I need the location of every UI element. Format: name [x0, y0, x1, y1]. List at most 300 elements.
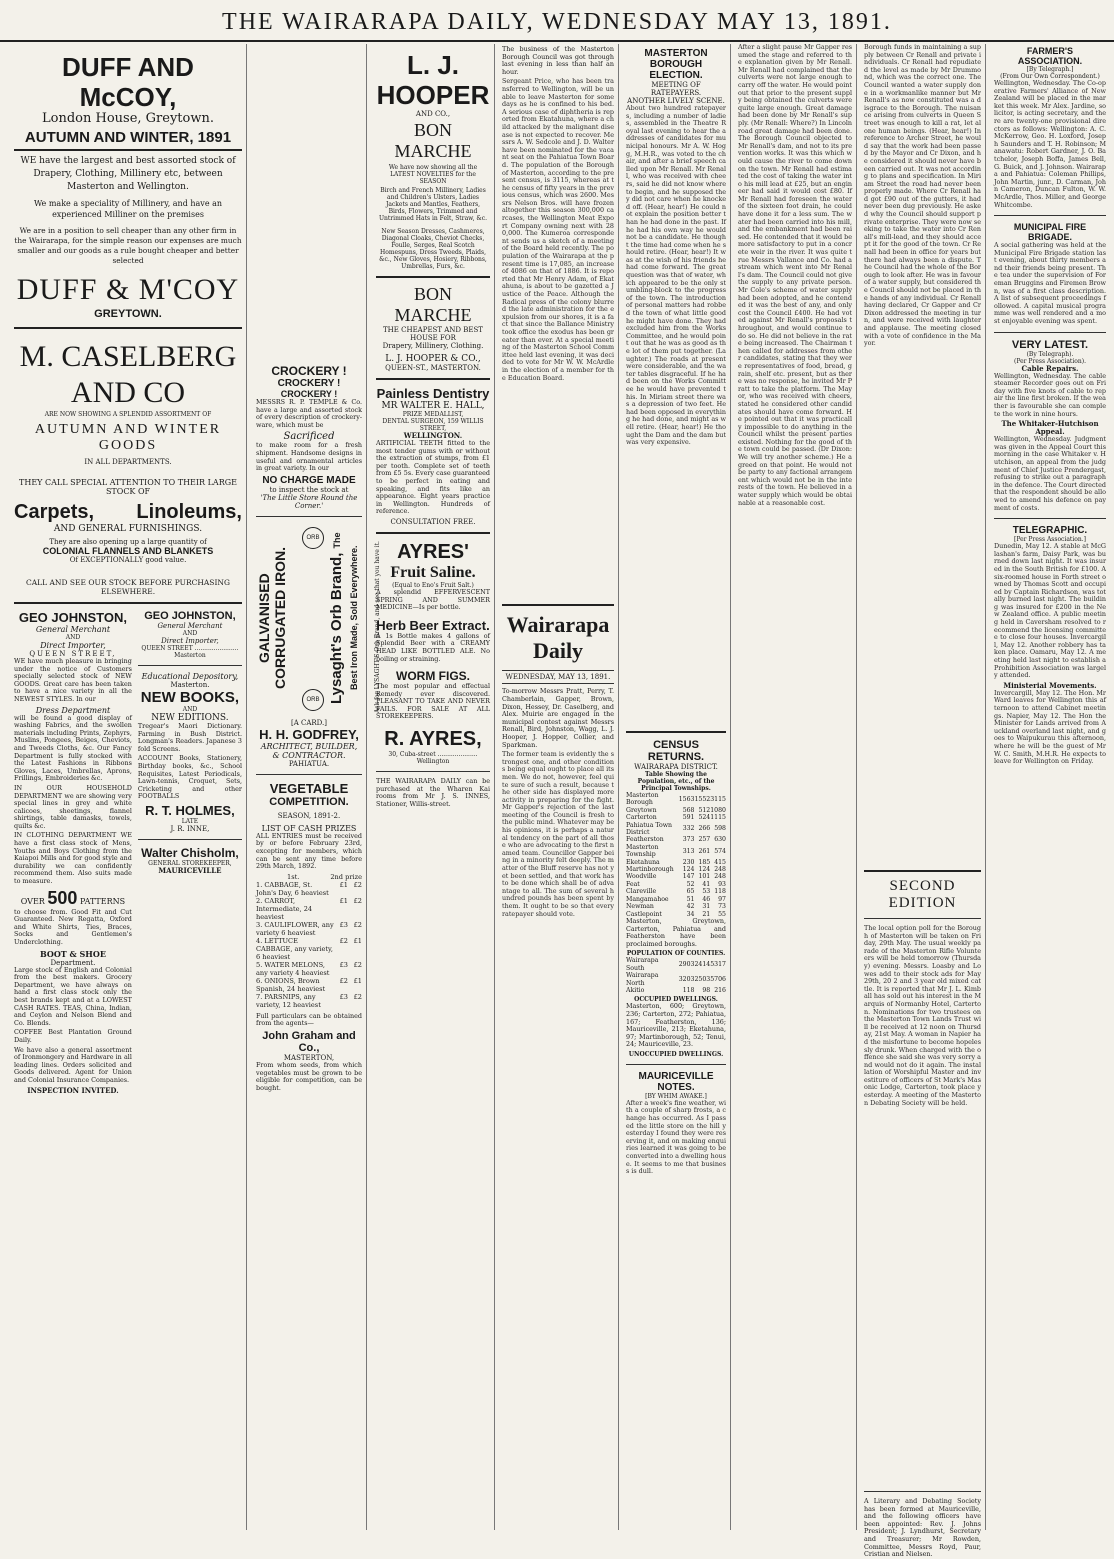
geo-dress-body: will be found a good display of washing Fabrics, and the swollen materials including Prints, Zephyrs, Muslins, Pongees, Beiges, Cheviots, and Tweeds Cloths, &c. Our Fancy Department is fully stocked with the Latest Fashions in Ribbons Gloves, Laces, Umbrellas, Aprons, Frillings, Embroideries &c. — [14, 713, 132, 783]
census-row-f: 261 — [698, 847, 711, 855]
pop-row — [626, 972, 726, 987]
pop-row-m: 2903 — [678, 960, 695, 968]
census-row-name: Masterton Borough — [626, 792, 659, 807]
dentist-consult: CONSULTATION FREE. — [390, 517, 476, 526]
farmers-from: (From Our Own Correspondent.) — [1000, 73, 1100, 80]
caselberg-lino: Linoleums, — [136, 501, 242, 523]
veg-comp: COMPETITION. — [269, 795, 349, 808]
latest-by: (By Telegraph). — [1026, 350, 1074, 358]
whitaker-fill: Wellington, Wednesday. Judgment was given in the Appeal Court this morning in the case Whitaker v. Hutchison, an appeal from the judgment of Chief Justice Prendergast, refusing to strike out a paragraph in the defence. The Court directed that the respondent should be allowed to amend his defence on payment of costs. — [994, 435, 1106, 512]
pop-row — [626, 957, 726, 972]
latest-title: VERY LATEST. — [1011, 338, 1089, 351]
census-row-t: 1115 — [710, 814, 726, 822]
whitaker-title: The Whitaker-Hutchison Appeal. — [1001, 419, 1099, 437]
geo-clothing: IN CLOTHING DEPARTMENT WE have a first class stock of Mens, Youths and Boys Clothing from the Kaiapoi Mills and for good style and durability we can confidently recommend them. Also suits made to measure. — [14, 831, 132, 886]
duff-specialty: We make a speciality of Millinery, and have an experienced Milliner on the premises — [33, 199, 223, 219]
geo-street: QUEEN STREET, — [29, 650, 117, 658]
telegraphic-from: [Per Press Association.] — [1014, 536, 1086, 544]
census-row-name: Castlepoint — [626, 910, 662, 918]
caselberg-goods: AUTUMN AND WINTER GOODS — [34, 422, 222, 453]
duff-location: London House, Greytown. — [42, 111, 214, 126]
second-edition: SECOND EDITION — [888, 878, 957, 911]
pop-row — [626, 987, 726, 994]
lysaght-iron-ad — [256, 523, 381, 713]
prize-label: 3. CAULIFLOWER, any variety 6 heaviest — [256, 920, 334, 937]
prize-header — [256, 873, 362, 881]
news-para-2: To-morrow Messrs Pratt, Perry, T. Chamberlain, Gapper, Brown, Dixon, Hessey, Dr. Caselberg, and Alex. Muirie are engaged in the municipal contest against Messrs Renall, Bird, Johnston, Wagg, L. J. Hooper, J. Hopper, Collier, and Sparkman. — [502, 687, 614, 749]
news-fill-col7: Borough funds in maintaining a supply between Cr Renall and private individuals. Cr Renall had repudiated the level as made by Mr Drummond, which was the correct one. The Council wanted a water supply done in a workmanlike manner but Mr Renall's as now constituted was a disgrace to the Borough. The nuisance arising from culverts in Queen Street was enough to kill a rat, let alone human beings. (Hear, hear!) In reference to Archer Street, he would say that the work had been passed by the Mayor and Cr Dixon, and he considered it should never have been carried out. It was not according to plans and specification. In Miriam Street the road had never been properly made. Where Cr Renall had got £90 out of the gutters, it had never been dug previously. He asked why the Council should support private enterprise. They were now seeking to take the water into Cr Renall's mill-lead, and they should accept it for the good of the town. Cr Renall had been in office for years but there had always been a dispute. The Council had the whole of the Borough to look after. He was in favour of a water supply, but considered the Council should not be placed in the hands of any individual. Cr Renall having declared, Cr Gapper and Cr Dixon addressed the meeting in turn, and were received with laughter and applause. The meeting closed with a vote of confidence in the Mayor. — [864, 43, 981, 348]
geo-boot-dept: Department. — [50, 958, 96, 967]
duff-title: DUFF AND McCOY, — [62, 52, 194, 112]
prize-header-2: 2nd prize — [330, 872, 362, 881]
geo-inspection: INSPECTION INVITED. — [27, 1085, 119, 1095]
duff-position: We are in a position to sell cheaper than any other firm in the Wairarapa, for the simple reason our expenses are much smaller and our goods as a rule bought cheaper and better selected — [14, 226, 242, 265]
worm-desc: The most popular and effectual Remedy ever discovered. PLEASANT TO TAKE AND NEVER FAILS. FOR SALE AT ALL STOREKEEPERS. — [376, 682, 490, 721]
geo-over-row — [14, 888, 132, 909]
prize-p2: £2 — [353, 920, 362, 929]
census-title: CENSUS RETURNS. — [647, 739, 705, 763]
hooper-intro: We have now showing all the LATEST NOVELTIES for the SEASON — [388, 164, 478, 185]
geo-coffee: COFFEE Best Plantation Ground Daily. — [14, 1028, 132, 1044]
census-row-f: 41 — [702, 880, 711, 888]
prize-p1: £3 — [339, 920, 348, 929]
graham-town: MASTERTON, — [283, 1053, 335, 1062]
holmes-late: LATE — [181, 817, 199, 825]
census-row-t: 55 — [718, 910, 726, 918]
bon2-street: QUEEN-ST., MASTERTON. — [385, 364, 481, 372]
cable-fill: Wellington, Wednesday. The cable steamer Recorder goes out on Friday with five knots of cable to repair the line first broken. If the weather is favourable she can complete the work in nine hours. — [994, 371, 1106, 418]
news-fill-1: Sergeant Price, who has been transferred to Wellington, will be unable to leave Masterton for some days as he is confined to his bed. A serious case of diphtheria is reported from Ekatahuna, where a child attacked by the malignant disease is not expected to recover. Messrs A. W. Sedcole and J. D. Walter have been nominated for the vacant seat on the Pahiatua Town Board. The population of the Borough of Masterton, according to the present census, is 3115, whereas at the census of fifty years in the previous census, which was 2600. Messrs Nelson Bros. will have frozen altogether this season 300,000 carcases, the Wellington Meat Export Company owning next with 280,000. The Kumeroa correspondent sends us a sketch of a meeting of the Board held recently. The population of the Wairarapa at the present time is 17,085, an increase of 4086 on that of 1886. It is reported that Mr Henry Adam, of Ekatahuna, is about to be gazetted a Justice of the Peace. Although the Radical press of the colony blurred the late administration for the expulsion from our shores, it is a fact that since the Ballance Ministry took office the exodus has been greater than ever. At a special meeting of the Masterton School Committee held last evening, it was decided to vote for Mr W. W. McArdle in the election of a member for the Education Board. — [502, 77, 614, 382]
daily-note: THE WAIRARAPA DAILY can be purchased at the Wharen Kai rooms from Mr J. S. INNES, Stationer, Willis-street. — [376, 777, 490, 808]
census-sub: WAIRARAPA DISTRICT. — [634, 763, 718, 771]
unoccupied-title: UNOCCUPIED DWELLINGS. — [628, 1050, 724, 1058]
orb-logo-bottom: ORB — [302, 689, 324, 711]
caselberg-furnishings: AND GENERAL FURNISHINGS. — [53, 524, 203, 534]
herb-title: Herb Beer Extract. — [376, 617, 490, 633]
farmers-title: FARMER'S ASSOCIATION. — [1017, 46, 1083, 66]
election-sub: MEETING OF RATEPAYERS. — [650, 81, 702, 97]
census-row-m: 34 — [686, 910, 695, 918]
cable-title: Cable Repairs. — [1021, 363, 1079, 373]
dentist-name: MR WALTER E. HALL, — [381, 401, 485, 411]
pop-row-name: Wairarapa South — [626, 957, 659, 972]
ayres-saline: Fruit Saline. — [390, 563, 476, 581]
pop-row-t: 216 — [714, 986, 726, 994]
edu-list: Tregear's Maori Dictionary. Farming in Bush District. Longman's Readers. Japanese 3 fold Screens. — [137, 722, 242, 753]
census-row-name: Mangamahoe — [626, 895, 669, 903]
dentist-town: WELLINGTON. — [403, 431, 463, 440]
chisholm-title: Walter Chisholm, — [141, 845, 239, 860]
election-fill: About two hundred ratepayers, including a number of ladies, assembled in the Theatre Royal last evening to hear the addresses of candidates for municipal honours. Mr A. W. Hogg, M.H.R., was voted to the chair, and after a brief speech called upon Mr Renall. Mr Renall, who was received with cheers, said he did not know where to begin, and he supposed they did not care when he knocked off. (Hear, hear!) He could not explain the position better than he had done in the past. If he had his own way he would not be a candidate. He thought the time had come when he should retire. (Hear, hear!) It was at the wish of his friends he had come forward. The great question was that of water, which appeared to be the only stumbling-block to the progress of the town. The introduction of personal matters had robbed the town of what little good he might have done. They had excluded him from the Works Committee, and he would point out that he was as good as the lot of them put together. (Laughter.) The roads at present were considerable, and the water tables disgraceful. If he had been on the Works Committee he would have prevented this. In Miriam street there was a depression of two feet. He had been opposed in everything he had done, and might as well retire. (Hear, hear!) He thought the Dam and the dam but was very expensive. — [626, 104, 726, 447]
census-row — [626, 903, 726, 910]
column-4 — [498, 44, 619, 1530]
divider — [994, 518, 1106, 519]
census-row-f: 185 — [698, 858, 711, 866]
caselberg-flannels: COLONIAL FLANNELS AND BLANKETS — [42, 546, 214, 556]
bon2-title: BON MARCHE — [394, 284, 472, 325]
geo2-sub2: AND — [182, 630, 198, 637]
census-row-t: 97 — [718, 895, 726, 903]
pop-row-name: Wairarapa North — [626, 972, 659, 987]
edu-account: ACCOUNT Books, Stationery, Birthday books, &c., School Requisites, Latest Periodicals, Lawn-tennis, Croquet, Sets, Cricketing and other FOOTBALLS — [137, 754, 242, 801]
divider — [994, 215, 1106, 216]
geo-sub1: General Merchant — [35, 625, 111, 634]
census-row — [626, 873, 726, 880]
census-row-m: 65 — [686, 888, 695, 896]
geo-choose: to choose from. Good Fit and Cut Guaranteed. New Regatta, Oxford and White Shirts, Ties, Braces, Socks and Gentlemen's Underclothing. — [14, 907, 132, 946]
prize-p2: £2 — [353, 880, 362, 889]
prize-p1: £3 — [339, 992, 348, 1001]
geo-body: WE have much pleasure in bringing under the notice of Customers specially selected stock of NEW GOODS. Great care has been taken to have a nice variety in all the NEWEST STYLES. In our — [14, 657, 132, 703]
masthead — [0, 4, 1114, 42]
corner: 'The Little Store Round the Corner.' — [260, 493, 358, 510]
census-row-f: 53 — [702, 888, 711, 896]
census-row-m: 568 — [682, 806, 695, 814]
geo2-sub3: Direct Importer, — [161, 637, 219, 645]
census-row-t: 118 — [714, 888, 726, 896]
election-sub2: ANOTHER LIVELY SCENE. — [627, 97, 725, 105]
geo-boot-body: Large stock of English and Colonial from the best makers. Grocery Department, we have always on hand a first class stock only the best brands kept and at a LOWEST CASH RATES. TEAS, China, Indian, and Ceylon and Nelson Blend and Co. Blends. — [14, 965, 132, 1027]
card: [A CARD.] — [290, 718, 327, 727]
prize-p1: £2 — [339, 976, 348, 985]
pop-row-m: 118 — [682, 986, 695, 994]
census-row-t: 248 — [714, 866, 726, 874]
divider — [376, 276, 490, 278]
census-row-name: Feat — [626, 880, 640, 888]
caselberg-depts: IN ALL DEPARTMENTS. — [84, 458, 172, 466]
fire-fill: A social gathering was held at the Municipal Fire Brigade station last evening, about thirty members and their friends being present. The tea under the supervision of Foreman Bruggins and Firemen Brown, was of a first class description. A list of subsequent proceedings followed. A capital musical programme was well rendered and a most enjoyable evening was spent. — [994, 241, 1106, 326]
divider — [14, 327, 242, 329]
society-note: A Literary and Debating Society has been formed at Mauriceville, and the following officers have been appointed: Rev. J. Johns President; J. Lyndhurst, Secretary and Treasurer; Mr Rowden, Committee, Messrs Royd, Paur, Cristian and Nielsen. — [864, 1497, 981, 1559]
pop-row-f: 98 — [702, 986, 711, 994]
veg-particulars: Full particulars can be obtained from the agents— — [256, 1011, 362, 1028]
iron-best: The Best Iron Made, Sold Everywhere. — [332, 531, 359, 691]
pop-table — [626, 957, 726, 994]
geo2-sub1: General Merchant — [157, 622, 223, 630]
census-row-m: 42 — [686, 903, 695, 911]
column-8 — [990, 44, 1110, 1530]
ayres-street: 30, Cuba-street ..................... Wellington — [388, 751, 478, 766]
prize-p2: £2 — [353, 992, 362, 1001]
edu-title: Educational Depository, — [141, 672, 239, 681]
worm-title: WORM FIGS. — [396, 669, 470, 684]
second-fill: The local option poll for the Borough of Masterton will be taken on Friday, 29th May. The usual weekly parade of the Masterton Rifle Volunteers will be held tomorrow (Thursday) evening. Messrs. Loasby and Lowes add to their stock ads for May 29th, 20 2 and 3 year old mixed cattle. It is reported that Mr J. L. Kimball has sold out his interest in the Marquis of Normanby Hotel, Carterton. Nominations for two trustees on the Masterton Town Lands Trust will be received at 12 noon on Thursday, 21st May. A woman in Napier had the misfortune to become hopelessly drunk. When charged with the offence she said she was very sorry and would not do it again. The installation of Worshipful Master and investiture of officers of St Mark's Masonic Lodge, Carterton, took place yesterday. A meeting of the Masterton Debating Society will be held. — [864, 924, 981, 1107]
holmes-name: J. R. INNE, — [170, 824, 210, 833]
veg-list: LIST OF CASH PRIZES — [261, 823, 357, 833]
divider — [14, 602, 242, 604]
caselberg-carpets: Carpets, — [14, 501, 95, 523]
census-row-m: 52 — [686, 880, 695, 888]
fire-title: MUNICIPAL FIRE BRIGADE. — [1013, 222, 1087, 243]
geo-over: OVER — [20, 896, 45, 906]
telegraphic-title: TELEGRAPHIC. — [1012, 525, 1088, 537]
geo-500: 500 — [47, 887, 78, 908]
holmes-title: R. T. HOLMES, — [145, 802, 235, 818]
iron-side: Ask for LYSAGHT'S Orb Brand, and see that you have it. — [374, 540, 381, 713]
census-row — [626, 822, 726, 837]
census-row — [626, 881, 726, 888]
bon2-sub: THE CHEAPEST AND BEST HOUSE FOR — [383, 326, 483, 342]
iron-brand: Lysaght's Orb Brand, — [328, 552, 345, 704]
census-row-m: 313 — [682, 847, 695, 855]
column-3 — [372, 44, 495, 1530]
census-row-t: 574 — [714, 847, 726, 855]
census-row-f: 1552 — [694, 795, 711, 803]
prize-row — [256, 977, 362, 993]
prize-p2: £1 — [353, 976, 362, 985]
census-row — [626, 836, 726, 843]
census-row-m: 124 — [682, 866, 695, 874]
census-row-m: 147 — [682, 873, 695, 881]
hooper-co: AND CO., — [415, 110, 451, 118]
ayres-title: AYRES' — [397, 540, 469, 563]
prize-label: 6. ONIONS, Brown Spanish, 24 heaviest — [256, 976, 326, 993]
divider — [376, 378, 490, 380]
census-note: Masterton, Greytown, Carterton, Pahiatua and Featherston have been proclaimed boroughs. — [626, 916, 726, 948]
prize-header-1: 1st. — [287, 872, 300, 881]
duff-sign-town: GREYTOWN. — [94, 308, 162, 320]
duff-sign: DUFF & M'COY — [16, 273, 240, 306]
census-row-t: 3115 — [710, 795, 726, 803]
pop-row-f: 2414 — [694, 960, 711, 968]
paper-title-block: Wairarapa Daily — [506, 612, 610, 664]
prize-row — [256, 937, 362, 961]
prize-p1: £3 — [339, 960, 348, 969]
occupied-title: OCCUPIED DWELLINGS. — [634, 996, 718, 1004]
prize-p2: £2 — [353, 960, 362, 969]
geo-sub3: Direct Importer, — [40, 641, 106, 650]
census-row-t: 630 — [714, 836, 726, 844]
column-6 — [734, 44, 857, 1530]
edu-editions: NEW EDITIONS. — [151, 713, 229, 723]
census-row-name: Carterton — [626, 814, 657, 822]
pop-row-m: 3203 — [678, 975, 695, 983]
prize-row — [256, 993, 362, 1009]
col1-right-ads — [138, 610, 242, 1095]
latest-from: (Per Press Association). — [1014, 357, 1086, 365]
ayres-equal: (Equal to Eno's Fruit Salt.) — [392, 581, 474, 589]
duff-body: WE have the largest and best assorted stock of Drapery, Clothing, Millinery etc, between Masterton and Wellington. — [20, 156, 236, 192]
prize-label: 4. LETTUCE CABBAGE, any variety, 6 heaviest — [256, 936, 333, 961]
farmers-by: [By Telegraph.] — [1026, 66, 1074, 73]
godfrey-title: H. H. GODFREY, — [259, 726, 359, 742]
census-row-f: 46 — [702, 895, 711, 903]
divider — [994, 332, 1106, 333]
geo-ironmongery: We have also a general assortment of Ironmongery and Hardware in all leading lines. Orders solicited and Goods delivered. Agent for Union and Colonial Insurance Companies. — [14, 1045, 132, 1084]
divider — [864, 870, 981, 872]
hooper-list: Birch and French Millinery, Ladies and Children's Ulsters, Ladies Jackets and Mantles, Feathers, Birds, Flowers, Trimmed and Untrimmed Hats in Felt, Straw, &c. — [378, 187, 488, 222]
geo-dress: Dress Department — [35, 705, 111, 715]
news-para-1: The business of the Masterton Borough Council was got through last evening in less than half an hour. — [502, 45, 614, 76]
census-row-m: 332 — [682, 825, 695, 833]
caselberg-quality: Of EXCEPTIONALLY good value. — [69, 556, 187, 564]
prize-p1: £1 — [339, 880, 348, 889]
caselberg-call: CALL AND SEE OUR STOCK BEFORE PURCHASING ELSEWHERE. — [26, 578, 230, 596]
prize-label: 5. WATER MELONS, any variety 4 heaviest — [256, 960, 330, 977]
census-row-m: 591 — [682, 814, 695, 822]
census-row-name: Masterton Township — [626, 843, 659, 859]
pop-title: POPULATION OF COUNTIES. — [626, 950, 726, 958]
census-row — [626, 859, 726, 866]
prize-row — [256, 897, 362, 921]
divider — [138, 665, 242, 666]
news-fill-col6: After a slight pause Mr Gapper resumed the stage and referred to the explanation given by Mr Renall. Mr Renall had complained that the culverts were not large enough to carry off the water. He would point out that prior to the present supply being obtained the culverts were quite large enough. Great damage had been done by Mr Renall's supply. (Mr Renall: Where?) In Lincoln road great damage had been done. The Borough Council objected to Mr Renall's dam, and not to its prevention works. It was this which would cause the river to come down on the town. Mr Renall had estimated the cost of taking the water into his mill lead at £25, but an engineer had said it would cost £80. If Mr Renall had foreseen the water of the sixteen foot drain, he could have done it for a less sum. The water had been carried into his mill, and the embankment had been raised. He contended that it would be more satisfactory to put in a concrete weir in the river. It was quite true Messrs Vallance and Co. had a stream which went into Mr Renall's dam. The Council could not give the supply to any private person. Mr Cole's scheme of water supply had been adopted, and he contended it was the best of any, and only cost the Council £400. He had voted against Mr Renall's proposals throughout, and would continue to do so. He did not believe in the rate being increased. The Chairman then called for addresses from other candidates, stating that they were representatives of food, bread, grain, shelf etc. present, but as there was no response, he invited Mr Pratt to take the platform. The Mayor, who was received with cheers, stated he considered other candidates should have come forward. He pointed out that it was practically impossible to do anything in the Council whilst the present parties existed. Nothing for the good of the town could be passed. (Dr Dixon: We will try another scheme.) He agreed on that point. He would not be party to any factional arrangement which would not be in the interests of the town. He believed in a water supply which would be obtainable at a reasonable cost. — [738, 43, 852, 507]
census-table-title: Table Showing the Population, etc., of the Principal Townships. — [637, 771, 715, 792]
census-row-t: 1080 — [710, 806, 726, 814]
iron-mid — [328, 523, 372, 713]
divider — [864, 918, 981, 919]
prize-label: 2. CARROT, Intermediate, 24 heaviest — [256, 896, 313, 921]
dentist-title: Painless Dentistry — [376, 386, 490, 401]
census-row-name: Greytown — [626, 806, 657, 814]
divider — [376, 532, 490, 534]
census-row-f: 512 — [698, 806, 711, 814]
census-row-f: 101 — [698, 873, 711, 881]
graham-title: John Graham and Co., — [262, 1029, 356, 1054]
prize-label: 1. CABBAGE, St. John's Day, 6 heaviest — [256, 880, 329, 897]
edu-town: Masterton. — [170, 681, 210, 689]
divider — [138, 839, 242, 840]
column-5 — [622, 44, 731, 1530]
pop-row-t: 5706 — [710, 975, 726, 983]
census-row-m: 51 — [686, 895, 695, 903]
prize-list — [256, 881, 362, 1009]
census-table — [626, 792, 726, 918]
mauriceville-by: [BY WHIM AWAKE.] — [645, 1092, 707, 1100]
prize-row — [256, 961, 362, 977]
prize-p2: £1 — [353, 936, 362, 945]
bon2-items: Drapery, Millinery, Clothing. — [382, 342, 484, 350]
iron-vertical: GALVANISED CORRUGATED IRON. — [256, 546, 288, 689]
hooper-bon: BON MARCHE — [394, 120, 472, 161]
news-fill-2: The former team is evidently the strongest one, and other conditions being equal ought to place all its men. We do not, however, feel quite sure of such a result, because the other side has displayed more activity in preparing for the fight. Mr Gapper's rejection of the last meeting of the Council is fresh to the public mind. Whatever may be his opinions, it is perhaps a natural tendency on the part of all those who are advocating to the first named team. Councillor Gapper being in a minority felt deeply. The matter of the Bluff reserve has not yet been settled, and that work has to be done which shall be of advantage to all. The sum of several hundred pounds has been spent by them. It ought to be so that every ratepayer should vote. — [502, 750, 614, 918]
date-line: WEDNESDAY, MAY 13, 1891. — [502, 670, 614, 684]
census-row — [626, 792, 726, 807]
crockery-sub2: CROCKERY ! — [280, 389, 338, 399]
chisholm-town: MAURICEVILLE — [158, 865, 222, 875]
veg-title: VEGETABLE — [269, 780, 349, 796]
census-row-f: 524 — [698, 814, 711, 822]
prize-p1: £2 — [339, 936, 348, 945]
census-row-t: 93 — [718, 880, 726, 888]
graham-seeds: From whom seeds, from which vegetables must be grown to be eligible for competition, can be bought. — [256, 1060, 362, 1092]
occupied-body: Masterton, 600; Greytown, 236; Carterton, 272; Pahiatua, 167; Featherston, 136; Mauriceville, 213; Eketahuna, 97; Martinborough, 52; Tenui, 24; Mauriceville, 23. — [626, 1002, 726, 1049]
ayres-name: R. AYRES, — [384, 728, 482, 751]
crockery-title: CROCKERY ! — [271, 364, 347, 378]
mauriceville-fill: After a week's fine weather, with a couple of sharp frosts, a change has occurred. As I passed the little store on the hill yesterday I found they were reserving it, and on making enquiries learned it was going to be converted into a dwelling house. It seems to me that business is dull. — [626, 1098, 726, 1176]
census-row-name: Martinborough — [626, 866, 674, 874]
geo2-street: QUEEN STREET ....................... Masterton — [141, 645, 239, 659]
crockery-reason: to make room for a fresh shipment. Handsome designs in useful and ornamental articles in great variety. In our — [256, 441, 362, 473]
geo2-title: GEO JOHNSTON, — [144, 610, 236, 622]
dentist-body: ARTIFICIAL TEETH fitted to the most tender gums with or without the extraction of stumps, from £1 per tooth. Complete set of teeth from £5 5s. Every case guaranteed to be perfect in eating and speaking, and fits like an appearance. Eight years practice in Wellington. Hundreds of reference. — [376, 439, 490, 516]
census-row-name: Eketahuna — [626, 858, 660, 866]
column-7 — [860, 43, 986, 1559]
ministerial-fill: Invercargill, May 12. The Hon. Mr Ward leaves for Wellington this afternoon to attend Cabinet meetings. Napier, May 12. The Hon the Minister for Lands arrived from Auckland overland last night, and goes to Waipukurau this afternoon, where he will be the guest of Mr W. C. Smith, M.H.R. He expects to leave for Wellington on Friday. — [994, 688, 1106, 766]
census-row — [626, 844, 726, 859]
godfrey-town: PAHIATUA. — [288, 759, 330, 768]
census-row-t: 248 — [714, 873, 726, 881]
census-row-f: 21 — [702, 910, 711, 918]
census-rows — [626, 792, 726, 918]
divider — [256, 774, 362, 775]
pop-row-f: 2503 — [694, 975, 711, 983]
hooper-new: New Season Dresses, Cashmeres, Diagonal Cloaks, Cheviot Checks, Foulle, Serges, Real Scotch Homespuns, Dress Tweeds, Plaids, &c., New Gloves, Hosiery, Ribbons, Umbrellas, Furs, &c. — [379, 228, 487, 270]
caselberg-now: ARE NOW SHOWING A SPLENDID ASSORTMENT OF — [44, 411, 212, 418]
divider — [502, 604, 614, 606]
census-row-m: 230 — [682, 858, 695, 866]
hooper-title: L. J. HOOPER — [376, 50, 490, 110]
divider — [626, 731, 726, 733]
geo-ad — [14, 610, 132, 1095]
election-title: MASTERTON BOROUGH ELECTION. — [644, 48, 708, 81]
census-row — [626, 866, 726, 873]
prize-p1: £1 — [339, 896, 348, 905]
census-row — [626, 807, 726, 814]
edu-and: AND — [182, 706, 198, 713]
census-row-f: 257 — [698, 836, 711, 844]
ayres-desc: A splendid EFFERVESCENT SPRING AND SUMMER MEDICINE—Is per bottle. — [376, 587, 490, 612]
column-1 — [10, 44, 247, 1530]
census-row-f: 266 — [698, 825, 711, 833]
divider — [626, 1064, 726, 1065]
census-row-name: Featherston — [626, 836, 664, 844]
geo-tailoring: IN OUR HOUSEHOLD DEPARTMENT we are showing very special lines in grey and white calicoes, sheetings, flannel shirtings, table damasks, towels, quilts &c. — [14, 783, 132, 830]
census-row-name: Pahiatua Town District — [626, 821, 673, 837]
pop-rows — [626, 957, 726, 994]
geo-patterns: PATTERNS — [79, 896, 126, 906]
divider — [256, 516, 362, 517]
orb-logo-top: ORB — [302, 527, 324, 549]
geo-sub2: AND — [65, 634, 81, 641]
dentist-surgeon: DENTAL SURGEON, 159 WILLIS STREET, — [382, 418, 484, 432]
pop-row-t: 5317 — [710, 960, 726, 968]
census-row-m: 373 — [682, 836, 695, 844]
census-row-f: 31 — [702, 903, 711, 911]
census-row-f: 124 — [698, 866, 711, 874]
no-charge: NO CHARGE MADE — [262, 474, 356, 486]
geo-title: GEO JOHNSTON, — [18, 610, 127, 625]
geo-boot: BOOT & SHOE — [39, 948, 106, 959]
divider — [376, 771, 490, 772]
godfrey-prof: ARCHITECT, BUILDER, — [260, 741, 358, 751]
veg-season: SEASON, 1891-2. — [277, 811, 341, 820]
caselberg-attention: THEY CALL SPECIAL ATTENTION TO THEIR LARGE STOCK OF — [19, 478, 237, 496]
bon2-name: L. J. HOOPER & CO., — [385, 354, 481, 364]
census-row — [626, 888, 726, 895]
crockery-sub1: CROCKERY ! — [277, 378, 341, 389]
ministerial-title: Ministerial Movements. — [1003, 680, 1097, 690]
lower-col1 — [14, 610, 242, 1095]
caselberg-carpets-row — [14, 500, 242, 524]
census-row-t: 598 — [714, 825, 726, 833]
caselberg-title: M. CASELBERG AND CO — [19, 340, 237, 409]
column-2 — [252, 44, 381, 1530]
census-row-m: 1563 — [678, 795, 695, 803]
chisholm-sub: GENERAL STOREKEEPER, — [148, 859, 232, 867]
farmers-fill: Wellington, Wednesday. The Co-operative Farmers' Alliance of New Zealand will be placed in the market this week. Mr Alex. Jardine, solicitor, is acting secretary, and there are twenty-one provisional directors as follows: Wellington: A. C. McKerrow, Geo. H. Loxford, Joseph Saunders and T. H. Robinson; Manawatu: Robert Gardner, J. O. Batchelor, Joseph Boffa, James Bell, G. Buick, and J. Johnson. Wairarapa and Pahiatua: Coleman Phillips, John Martin, junr., D. Carman, John Cameron, Duncan Fulton, W. W. McArdle, Thos. Miller, and George Whitcombe. — [994, 79, 1106, 209]
caselberg-also: They are also opening up a large quantity of — [49, 538, 207, 546]
inspect: to inspect the stock at — [269, 485, 349, 494]
godfrey-prof2: & CONTRACTOR. — [272, 750, 346, 760]
dentist-prize: PRIZE MEDALLIST, — [402, 411, 464, 418]
pop-row-name: Akitio — [626, 986, 645, 994]
prize-row — [256, 921, 362, 937]
herb-desc: A 1s Bottle makes 4 gallons of Splendid Beer with a CREAMY HEAD LIKE BOTTLED ALE. No boiling or straining. — [376, 631, 490, 663]
edu-books: NEW BOOKS, — [140, 689, 240, 706]
sacrificed: Sacrificed — [283, 431, 335, 443]
prize-row — [256, 881, 362, 897]
